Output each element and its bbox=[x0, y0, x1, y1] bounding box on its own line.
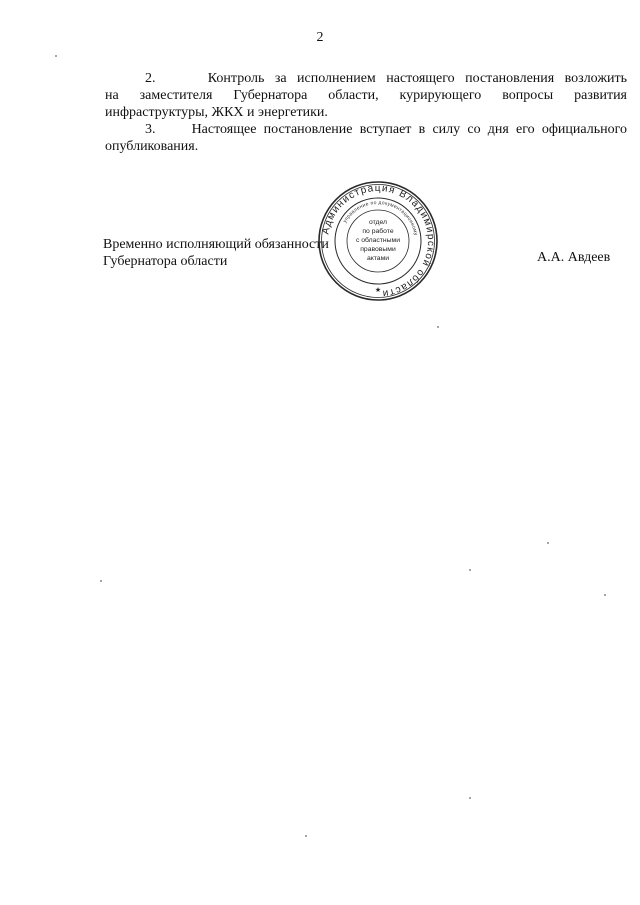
stamp-center-line: отдел bbox=[368, 219, 388, 226]
paragraph-item-3 bbox=[105, 121, 627, 155]
paragraph-line: опубликования. bbox=[105, 139, 199, 154]
stamp-center-line: по работе bbox=[362, 228, 394, 235]
signature-position-line: Временно исполняющий обязанности bbox=[103, 237, 329, 252]
stamp-center-line: актами bbox=[366, 255, 390, 262]
paragraph-line: Настоящее постановление вступает в силу со дня его официального bbox=[191, 122, 628, 137]
page-number: 2 bbox=[316, 30, 324, 45]
paragraph-line: Контроль за исполнением настоящего постановления возложить bbox=[207, 71, 628, 86]
paragraph-line: на заместителя Губернатора области, курирующего вопросы развития bbox=[105, 88, 627, 103]
stamp-center-line: с областными bbox=[355, 237, 401, 244]
signature-position bbox=[103, 236, 329, 270]
scan-speck bbox=[604, 594, 606, 596]
scan-speck bbox=[469, 569, 471, 571]
official-stamp-seal bbox=[317, 180, 439, 302]
stamp-outer-text: Администрация Владимирской области bbox=[320, 182, 437, 299]
scan-speck bbox=[437, 326, 439, 328]
item-number: 3. bbox=[145, 122, 156, 137]
scan-speck bbox=[469, 797, 471, 799]
stamp-center-line: правовыми bbox=[360, 246, 396, 253]
stamp-inner-ring-text: управление по документационному bbox=[342, 199, 419, 237]
signature-position-line: Губернатора области bbox=[103, 254, 228, 269]
paragraph-line: инфраструктуры, ЖКХ и энергетики. bbox=[105, 105, 328, 120]
item-number: 2. bbox=[145, 71, 156, 86]
scan-speck bbox=[100, 580, 102, 582]
paragraph-item-2 bbox=[105, 70, 627, 121]
scan-speck bbox=[55, 55, 57, 57]
signatory-name: А.А. Авдеев bbox=[537, 250, 611, 265]
scan-speck bbox=[305, 835, 307, 837]
scan-speck bbox=[547, 542, 549, 544]
stamp-star-icon: ★ bbox=[374, 286, 382, 294]
